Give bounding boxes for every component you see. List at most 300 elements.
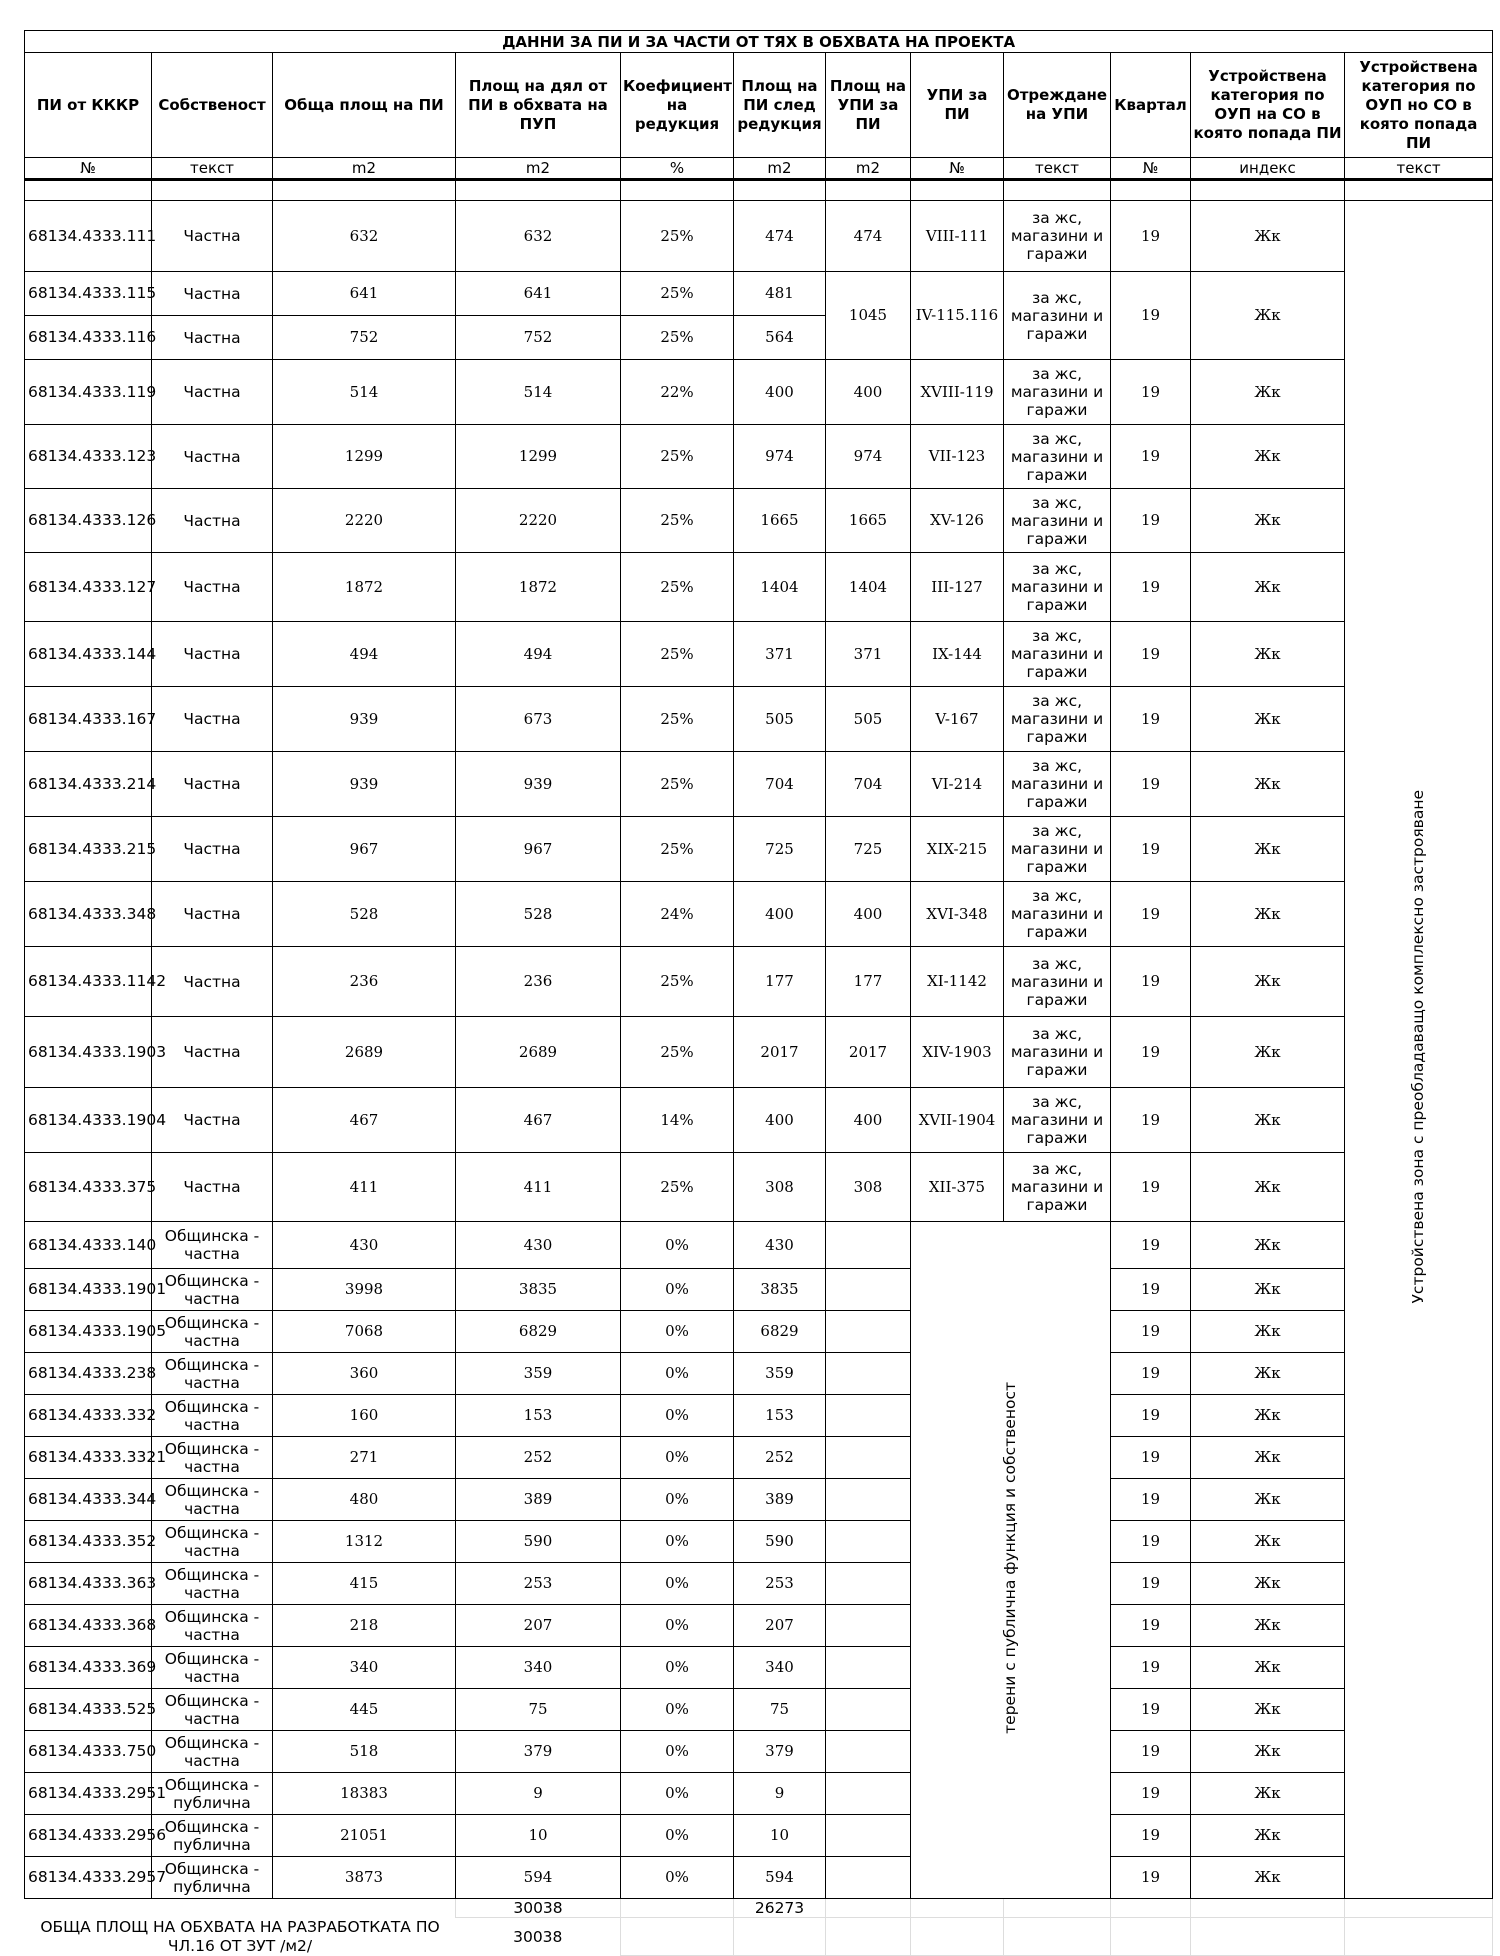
block-number: 19 <box>1111 687 1191 752</box>
category-index: Жк <box>1191 553 1345 622</box>
upi-area: 400 <box>826 360 911 425</box>
area-after-reduction: 505 <box>734 687 826 752</box>
area-in-scope: 236 <box>456 947 621 1017</box>
upi-purpose: за жс, магазини и гаражи <box>1004 947 1111 1017</box>
category-index: Жк <box>1191 1088 1345 1153</box>
category-index: Жк <box>1191 1479 1345 1521</box>
area-after-reduction: 389 <box>734 1479 826 1521</box>
area-in-scope: 514 <box>456 360 621 425</box>
column-unit: № <box>911 158 1004 180</box>
total-area: 514 <box>273 360 456 425</box>
category-index: Жк <box>1191 272 1345 360</box>
block-number: 19 <box>1111 1689 1191 1731</box>
ownership: Общинска - частна <box>152 1353 273 1395</box>
block-number: 19 <box>1111 1605 1191 1647</box>
reduction-coefficient: 0% <box>621 1222 734 1269</box>
area-after-reduction: 308 <box>734 1153 826 1222</box>
area-in-scope: 359 <box>456 1353 621 1395</box>
total-area: 160 <box>273 1395 456 1437</box>
total-area: 939 <box>273 687 456 752</box>
category-index: Жк <box>1191 1773 1345 1815</box>
area-after-reduction: 400 <box>734 360 826 425</box>
area-after-reduction: 1665 <box>734 489 826 553</box>
category-index: Жк <box>1191 425 1345 489</box>
plot-id: 68134.4333.352 <box>25 1521 152 1563</box>
upi-purpose: за жс, магазини и гаражи <box>1004 622 1111 687</box>
plot-id: 68134.4333.525 <box>25 1689 152 1731</box>
total-area: 3998 <box>273 1269 456 1311</box>
category-index: Жк <box>1191 1353 1345 1395</box>
block-number: 19 <box>1111 1269 1191 1311</box>
block-number: 19 <box>1111 1563 1191 1605</box>
area-after-reduction: 153 <box>734 1395 826 1437</box>
area-after-reduction: 474 <box>734 201 826 272</box>
area-after-reduction: 974 <box>734 425 826 489</box>
total-area: 1299 <box>273 425 456 489</box>
table-row <box>25 1479 1493 1521</box>
table-row <box>25 1395 1493 1437</box>
total-area: 411 <box>273 1153 456 1222</box>
upi-area <box>826 1815 911 1857</box>
reduction-coefficient: 25% <box>621 687 734 752</box>
plot-id: 68134.4333.167 <box>25 687 152 752</box>
category-index: Жк <box>1191 947 1345 1017</box>
column-unit: m2 <box>456 158 621 180</box>
block-number: 19 <box>1111 1857 1191 1899</box>
column-header: Устройствена категория по ОУП но СО в която попада ПИ <box>1345 53 1493 158</box>
public-terrain-note-cell <box>911 1222 1111 1899</box>
upi-purpose: за жс, магазини и гаражи <box>1004 752 1111 817</box>
upi-purpose: за жс, магазини и гаражи <box>1004 1017 1111 1088</box>
category-index: Жк <box>1191 1269 1345 1311</box>
upi-area: 400 <box>826 1088 911 1153</box>
block-number: 19 <box>1111 882 1191 947</box>
plot-id: 68134.4333.111 <box>25 201 152 272</box>
area-after-reduction: 564 <box>734 316 826 360</box>
table-row <box>25 425 1493 489</box>
reduction-coefficient: 25% <box>621 425 734 489</box>
table-row <box>25 1563 1493 1605</box>
total-after-reduction: 26273 <box>734 1899 826 1918</box>
area-in-scope: 967 <box>456 817 621 882</box>
upi-area <box>826 1773 911 1815</box>
reduction-coefficient: 25% <box>621 622 734 687</box>
category-index: Жк <box>1191 817 1345 882</box>
area-in-scope: 1299 <box>456 425 621 489</box>
block-number: 19 <box>1111 425 1191 489</box>
table-row <box>25 1521 1493 1563</box>
table-row <box>25 1088 1493 1153</box>
block-number: 19 <box>1111 1647 1191 1689</box>
block-number: 19 <box>1111 947 1191 1017</box>
upi-number: XVII-1904 <box>911 1088 1004 1153</box>
area-in-scope: 6829 <box>456 1311 621 1353</box>
reduction-coefficient: 25% <box>621 1017 734 1088</box>
plot-id: 68134.4333.1901 <box>25 1269 152 1311</box>
plot-id: 68134.4333.126 <box>25 489 152 553</box>
area-after-reduction: 2017 <box>734 1017 826 1088</box>
total-area: 21051 <box>273 1815 456 1857</box>
ownership: Общинска - частна <box>152 1605 273 1647</box>
area-after-reduction: 6829 <box>734 1311 826 1353</box>
column-header: Коефициент на редукция <box>621 53 734 158</box>
category-index: Жк <box>1191 752 1345 817</box>
column-header: Площ на УПИ за ПИ <box>826 53 911 158</box>
block-number: 19 <box>1111 1815 1191 1857</box>
upi-area: 371 <box>826 622 911 687</box>
ownership: Частна <box>152 1017 273 1088</box>
reduction-coefficient: 25% <box>621 817 734 882</box>
area-after-reduction: 10 <box>734 1815 826 1857</box>
column-unit: текст <box>1004 158 1111 180</box>
area-after-reduction: 253 <box>734 1563 826 1605</box>
area-after-reduction: 3835 <box>734 1269 826 1311</box>
total-area: 641 <box>273 272 456 316</box>
area-after-reduction: 75 <box>734 1689 826 1731</box>
ownership: Частна <box>152 687 273 752</box>
reduction-coefficient: 14% <box>621 1088 734 1153</box>
block-number: 19 <box>1111 1353 1191 1395</box>
zone-note-cell <box>1345 201 1493 1899</box>
column-unit: m2 <box>734 158 826 180</box>
ownership: Общинска - публична <box>152 1857 273 1899</box>
block-number: 19 <box>1111 553 1191 622</box>
upi-number: XVI-348 <box>911 882 1004 947</box>
upi-area: 505 <box>826 687 911 752</box>
area-in-scope: 253 <box>456 1563 621 1605</box>
ownership: Частна <box>152 817 273 882</box>
plot-id: 68134.4333.123 <box>25 425 152 489</box>
upi-number: VIII-111 <box>911 201 1004 272</box>
area-in-scope: 252 <box>456 1437 621 1479</box>
column-unit: № <box>1111 158 1191 180</box>
upi-area <box>826 1647 911 1689</box>
table-row <box>25 1311 1493 1353</box>
column-header: ПИ от КККР <box>25 53 152 158</box>
upi-area <box>826 1521 911 1563</box>
table-row <box>25 882 1493 947</box>
upi-number: XVIII-119 <box>911 360 1004 425</box>
category-index: Жк <box>1191 1311 1345 1353</box>
category-index: Жк <box>1191 360 1345 425</box>
upi-area: 725 <box>826 817 911 882</box>
spacer-row <box>25 180 1493 201</box>
block-number: 19 <box>1111 817 1191 882</box>
plot-id: 68134.4333.140 <box>25 1222 152 1269</box>
block-number: 19 <box>1111 1017 1191 1088</box>
ownership: Частна <box>152 1153 273 1222</box>
area-after-reduction: 400 <box>734 1088 826 1153</box>
area-after-reduction: 594 <box>734 1857 826 1899</box>
total-area: 528 <box>273 882 456 947</box>
table-row <box>25 1222 1493 1269</box>
column-header: Отреждане на УПИ <box>1004 53 1111 158</box>
upi-area: 177 <box>826 947 911 1017</box>
plot-id: 68134.4333.119 <box>25 360 152 425</box>
block-number: 19 <box>1111 1153 1191 1222</box>
column-header: Площ на дял от ПИ в обхвата на ПУП <box>456 53 621 158</box>
table-row <box>25 1731 1493 1773</box>
total-area: 1872 <box>273 553 456 622</box>
ownership: Общинска - публична <box>152 1773 273 1815</box>
category-index: Жк <box>1191 1689 1345 1731</box>
category-index: Жк <box>1191 1395 1345 1437</box>
total-area: 445 <box>273 1689 456 1731</box>
scope-area-value: 30038 <box>513 1927 563 1946</box>
ownership: Общинска - частна <box>152 1311 273 1353</box>
total-area: 430 <box>273 1222 456 1269</box>
area-in-scope: 153 <box>456 1395 621 1437</box>
upi-purpose: за жс, магазини и гаражи <box>1004 272 1111 360</box>
reduction-coefficient: 0% <box>621 1437 734 1479</box>
total-area: 415 <box>273 1563 456 1605</box>
reduction-coefficient: 0% <box>621 1521 734 1563</box>
area-in-scope: 340 <box>456 1647 621 1689</box>
block-number: 19 <box>1111 752 1191 817</box>
upi-area <box>826 1857 911 1899</box>
table-row <box>25 1857 1493 1899</box>
column-unit: m2 <box>273 158 456 180</box>
reduction-coefficient: 25% <box>621 272 734 316</box>
upi-number: XV-126 <box>911 489 1004 553</box>
area-in-scope: 389 <box>456 1479 621 1521</box>
column-header: Обща площ на ПИ <box>273 53 456 158</box>
table-row <box>25 360 1493 425</box>
total-area: 7068 <box>273 1311 456 1353</box>
total-area: 1312 <box>273 1521 456 1563</box>
reduction-coefficient: 0% <box>621 1605 734 1647</box>
table-title: ДАННИ ЗА ПИ И ЗА ЧАСТИ ОТ ТЯХ В ОБХВАТА НА ПРОЕКТА <box>25 31 1493 53</box>
upi-number: XI-1142 <box>911 947 1004 1017</box>
total-area: 360 <box>273 1353 456 1395</box>
plot-id: 68134.4333.3321 <box>25 1437 152 1479</box>
category-index: Жк <box>1191 1605 1345 1647</box>
column-unit: текст <box>1345 158 1493 180</box>
area-in-scope: 528 <box>456 882 621 947</box>
reduction-coefficient: 0% <box>621 1311 734 1353</box>
upi-area <box>826 1563 911 1605</box>
area-after-reduction: 430 <box>734 1222 826 1269</box>
reduction-coefficient: 0% <box>621 1731 734 1773</box>
plot-id: 68134.4333.332 <box>25 1395 152 1437</box>
totals-row <box>25 1899 1493 1918</box>
area-after-reduction: 207 <box>734 1605 826 1647</box>
reduction-coefficient: 0% <box>621 1479 734 1521</box>
upi-area: 1045 <box>826 272 911 360</box>
reduction-coefficient: 25% <box>621 1153 734 1222</box>
upi-number: IX-144 <box>911 622 1004 687</box>
column-unit: индекс <box>1191 158 1345 180</box>
table-row <box>25 1773 1493 1815</box>
plot-id: 68134.4333.369 <box>25 1647 152 1689</box>
plot-id: 68134.4333.2957 <box>25 1857 152 1899</box>
column-unit: № <box>25 158 152 180</box>
table-row <box>25 1353 1493 1395</box>
area-after-reduction: 379 <box>734 1731 826 1773</box>
ownership: Общинска - частна <box>152 1689 273 1731</box>
ownership: Частна <box>152 882 273 947</box>
ownership: Частна <box>152 622 273 687</box>
plot-id: 68134.4333.363 <box>25 1563 152 1605</box>
upi-purpose: за жс, магазини и гаражи <box>1004 882 1111 947</box>
plot-id: 68134.4333.215 <box>25 817 152 882</box>
table-row <box>25 1153 1493 1222</box>
area-in-scope: 632 <box>456 201 621 272</box>
upi-purpose: за жс, магазини и гаражи <box>1004 201 1111 272</box>
upi-purpose: за жс, магазини и гаражи <box>1004 1088 1111 1153</box>
area-after-reduction: 725 <box>734 817 826 882</box>
total-area: 518 <box>273 1731 456 1773</box>
upi-purpose: за жс, магазини и гаражи <box>1004 489 1111 553</box>
upi-area <box>826 1311 911 1353</box>
ownership: Частна <box>152 947 273 1017</box>
category-index: Жк <box>1191 882 1345 947</box>
upi-number: VII-123 <box>911 425 1004 489</box>
upi-area <box>826 1479 911 1521</box>
area-in-scope: 430 <box>456 1222 621 1269</box>
upi-area: 2017 <box>826 1017 911 1088</box>
column-header: Площ на ПИ след редукция <box>734 53 826 158</box>
plot-id: 68134.4333.375 <box>25 1153 152 1222</box>
column-header: Квартал <box>1111 53 1191 158</box>
upi-area: 474 <box>826 201 911 272</box>
block-number: 19 <box>1111 1773 1191 1815</box>
plot-id: 68134.4333.2951 <box>25 1773 152 1815</box>
plot-id: 68134.4333.1905 <box>25 1311 152 1353</box>
table-row <box>25 1017 1493 1088</box>
column-unit: текст <box>152 158 273 180</box>
table-row <box>25 1647 1493 1689</box>
block-number: 19 <box>1111 1395 1191 1437</box>
category-index: Жк <box>1191 489 1345 553</box>
area-after-reduction: 9 <box>734 1773 826 1815</box>
total-area: 340 <box>273 1647 456 1689</box>
upi-area: 308 <box>826 1153 911 1222</box>
plot-id: 68134.4333.115 <box>25 272 152 316</box>
area-in-scope: 2220 <box>456 489 621 553</box>
reduction-coefficient: 25% <box>621 553 734 622</box>
column-header: Собственост <box>152 53 273 158</box>
total-area: 271 <box>273 1437 456 1479</box>
block-number: 19 <box>1111 1222 1191 1269</box>
plot-id: 68134.4333.348 <box>25 882 152 947</box>
total-area: 236 <box>273 947 456 1017</box>
block-number: 19 <box>1111 272 1191 360</box>
block-number: 19 <box>1111 489 1191 553</box>
total-area: 3873 <box>273 1857 456 1899</box>
plot-id: 68134.4333.2956 <box>25 1815 152 1857</box>
upi-area <box>826 1395 911 1437</box>
upi-area <box>826 1269 911 1311</box>
area-after-reduction: 371 <box>734 622 826 687</box>
area-after-reduction: 400 <box>734 882 826 947</box>
area-in-scope: 379 <box>456 1731 621 1773</box>
ownership: Общинска - частна <box>152 1479 273 1521</box>
zone-note: Устройствена зона с преобладаващо комплексно застрояване <box>1409 790 1428 1304</box>
total-area: 218 <box>273 1605 456 1647</box>
category-index: Жк <box>1191 1857 1345 1899</box>
upi-purpose: за жс, магазини и гаражи <box>1004 687 1111 752</box>
reduction-coefficient: 25% <box>621 947 734 1017</box>
upi-area <box>826 1605 911 1647</box>
area-in-scope: 10 <box>456 1815 621 1857</box>
category-index: Жк <box>1191 1563 1345 1605</box>
column-header: Устройствена категория по ОУП на СО в която попада ПИ <box>1191 53 1345 158</box>
category-index: Жк <box>1191 1647 1345 1689</box>
area-in-scope: 641 <box>456 272 621 316</box>
ownership: Общинска - частна <box>152 1269 273 1311</box>
total-area: 2689 <box>273 1017 456 1088</box>
table-row <box>25 752 1493 817</box>
reduction-coefficient: 0% <box>621 1269 734 1311</box>
public-terrain-note: терени с публична функция и собственост <box>1001 1381 1019 1734</box>
upi-purpose: за жс, магазини и гаражи <box>1004 360 1111 425</box>
plot-id: 68134.4333.144 <box>25 622 152 687</box>
block-number: 19 <box>1111 1521 1191 1563</box>
ownership: Частна <box>152 1088 273 1153</box>
table-row <box>25 1689 1493 1731</box>
area-in-scope: 2689 <box>456 1017 621 1088</box>
ownership: Частна <box>152 752 273 817</box>
table-row <box>25 1437 1493 1479</box>
ownership: Частна <box>152 553 273 622</box>
reduction-coefficient: 0% <box>621 1647 734 1689</box>
table-row <box>25 1605 1493 1647</box>
area-in-scope: 673 <box>456 687 621 752</box>
block-number: 19 <box>1111 1311 1191 1353</box>
area-in-scope: 594 <box>456 1857 621 1899</box>
column-unit: m2 <box>826 158 911 180</box>
upi-area <box>826 1353 911 1395</box>
plot-id: 68134.4333.1142 <box>25 947 152 1017</box>
table-row <box>25 489 1493 553</box>
upi-area: 704 <box>826 752 911 817</box>
reduction-coefficient: 0% <box>621 1773 734 1815</box>
plot-id: 68134.4333.214 <box>25 752 152 817</box>
block-number: 19 <box>1111 1731 1191 1773</box>
area-after-reduction: 340 <box>734 1647 826 1689</box>
upi-number: IV-115.116 <box>911 272 1004 360</box>
reduction-coefficient: 25% <box>621 201 734 272</box>
scope-area-label: ОБЩА ПЛОЩ НА ОБХВАТА НА РАЗРАБОТКАТА ПО ЧЛ.16 ОТ ЗУТ /м2/ <box>40 1917 440 1955</box>
upi-number: VI-214 <box>911 752 1004 817</box>
plot-id: 68134.4333.116 <box>25 316 152 360</box>
ownership: Частна <box>152 201 273 272</box>
area-after-reduction: 481 <box>734 272 826 316</box>
reduction-coefficient: 22% <box>621 360 734 425</box>
table-row <box>25 553 1493 622</box>
reduction-coefficient: 0% <box>621 1353 734 1395</box>
ownership: Общинска - частна <box>152 1731 273 1773</box>
total-area: 939 <box>273 752 456 817</box>
table-row <box>25 687 1493 752</box>
upi-purpose: за жс, магазини и гаражи <box>1004 817 1111 882</box>
upi-purpose: за жс, магазини и гаражи <box>1004 553 1111 622</box>
plot-id: 68134.4333.1903 <box>25 1017 152 1088</box>
upi-number: XIX-215 <box>911 817 1004 882</box>
table-row <box>25 272 1493 316</box>
category-index: Жк <box>1191 1153 1345 1222</box>
category-index: Жк <box>1191 687 1345 752</box>
upi-area <box>826 1689 911 1731</box>
area-in-scope: 3835 <box>456 1269 621 1311</box>
total-area: 752 <box>273 316 456 360</box>
area-after-reduction: 252 <box>734 1437 826 1479</box>
ownership: Общинска - частна <box>152 1563 273 1605</box>
upi-area: 1665 <box>826 489 911 553</box>
data-table <box>24 30 1493 1956</box>
total-area: 632 <box>273 201 456 272</box>
